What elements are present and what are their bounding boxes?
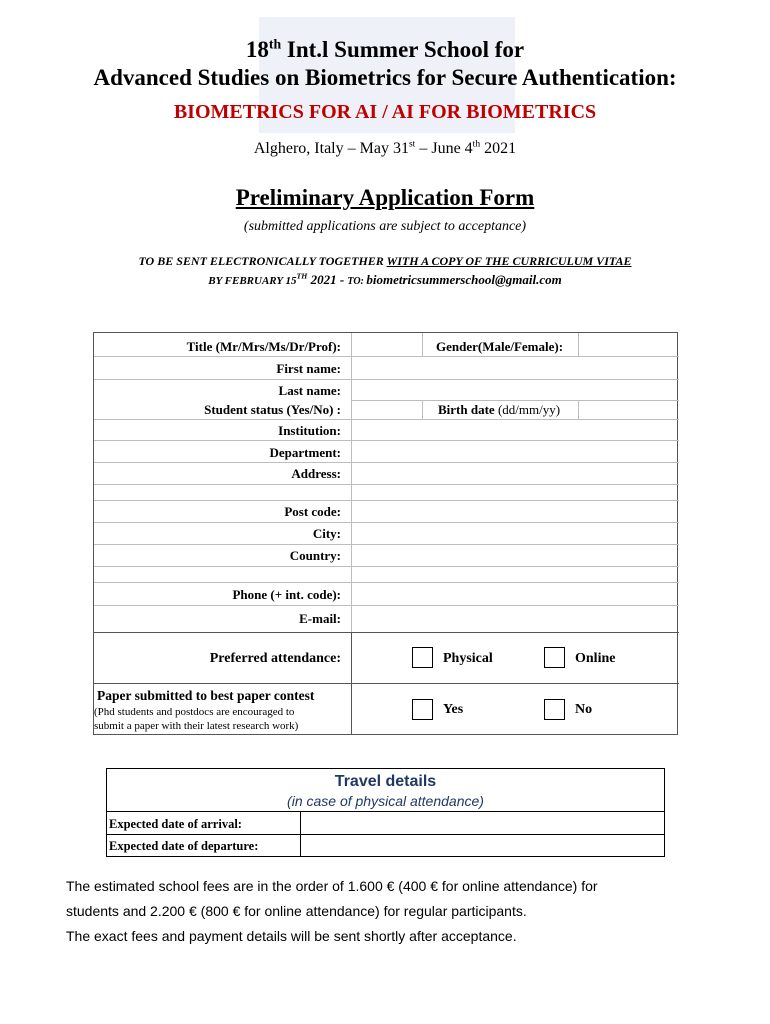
paper-note-line1: (Phd students and postdocs are encouraged to — [94, 706, 295, 718]
last-name-field[interactable] — [352, 380, 677, 399]
form-title: Preliminary Application Form — [235, 185, 535, 210]
phone-field[interactable] — [352, 583, 677, 604]
paper-note-line2: submit a paper with their latest research work) — [94, 720, 299, 732]
birth-date-label: Birth date (dd/mm/yy) — [438, 402, 561, 417]
travel-details-table — [106, 768, 665, 857]
institution-field[interactable] — [352, 420, 677, 439]
travel-subtitle: (in case of physical attendance) — [287, 793, 484, 809]
post-code-label: Post code: — [284, 504, 341, 519]
physical-checkbox[interactable] — [412, 647, 433, 668]
paper-yes-checkbox[interactable] — [412, 699, 433, 720]
last-name-label: Last name: — [278, 383, 341, 398]
gender-field[interactable] — [579, 334, 677, 355]
city-label: City: — [312, 526, 341, 541]
gender-label: Gender(Male/Female): — [436, 339, 564, 354]
departure-field[interactable] — [302, 835, 662, 855]
fees-line3: The exact fees and payment details will be sent shortly after acceptance. — [66, 928, 517, 944]
address-field[interactable] — [352, 463, 677, 499]
title-label: Title (Mr/Mrs/Ms/Dr/Prof): — [186, 339, 341, 354]
fees-line2: students and 2.200 € (800 € for online attendance) for regular participants. — [66, 903, 527, 919]
address-label: Address: — [291, 466, 341, 481]
fees-line1: The estimated school fees are in the order of 1.600 € (400 € for online attendance) for — [66, 878, 598, 894]
student-status-label: Student status (Yes/No) : — [204, 402, 341, 417]
email-field[interactable] — [352, 606, 677, 631]
paper-no-label: No — [575, 702, 593, 717]
department-field[interactable] — [352, 441, 677, 461]
institution-label: Institution: — [278, 423, 341, 438]
instructions-line1: TO BE SENT ELECTRONICALLY TOGETHER WITH A COPY OF THE CURRICULUM VITAE — [138, 254, 632, 268]
first-name-label: First name: — [276, 361, 341, 376]
country-label: Country: — [289, 548, 341, 563]
instructions-line2: BY FEBRUARY 15TH 2021 - TO: biometricsummerschool@gmail.com — [208, 271, 562, 287]
school-subtitle: BIOMETRICS FOR AI / AI FOR BIOMETRICS — [173, 101, 597, 123]
first-name-field[interactable] — [352, 357, 677, 378]
country-field[interactable] — [352, 545, 677, 581]
application-form — [93, 332, 678, 735]
birth-date-field[interactable] — [579, 401, 677, 418]
school-title-line1: 18th Int.l Summer School for — [245, 36, 525, 62]
arrival-label: Expected date of arrival: — [109, 817, 242, 831]
email-label: E-mail: — [299, 611, 341, 626]
paper-yes-label: Yes — [443, 702, 464, 717]
form-note: (submitted applications are subject to acceptance) — [243, 219, 527, 234]
arrival-field[interactable] — [302, 812, 662, 833]
paper-no-checkbox[interactable] — [544, 699, 565, 720]
paper-contest-label: Paper submitted to best paper contest — [97, 688, 315, 703]
attendance-label: Preferred attendance: — [209, 651, 341, 666]
online-option-label: Online — [575, 651, 616, 666]
departure-label: Expected date of departure: — [109, 839, 259, 853]
title-field[interactable] — [352, 334, 421, 355]
post-code-field[interactable] — [352, 501, 677, 521]
online-checkbox[interactable] — [544, 647, 565, 668]
student-status-field[interactable] — [352, 401, 421, 418]
school-title-line2: Advanced Studies on Biometrics for Secure Authentication: — [93, 65, 677, 90]
city-field[interactable] — [352, 523, 677, 543]
department-label: Department: — [269, 445, 341, 460]
school-location: Alghero, Italy – May 31st – June 4th 2021 — [253, 138, 517, 157]
phone-label: Phone (+ int. code): — [232, 587, 341, 602]
physical-option-label: Physical — [443, 651, 493, 666]
travel-title: Travel details — [334, 773, 437, 790]
